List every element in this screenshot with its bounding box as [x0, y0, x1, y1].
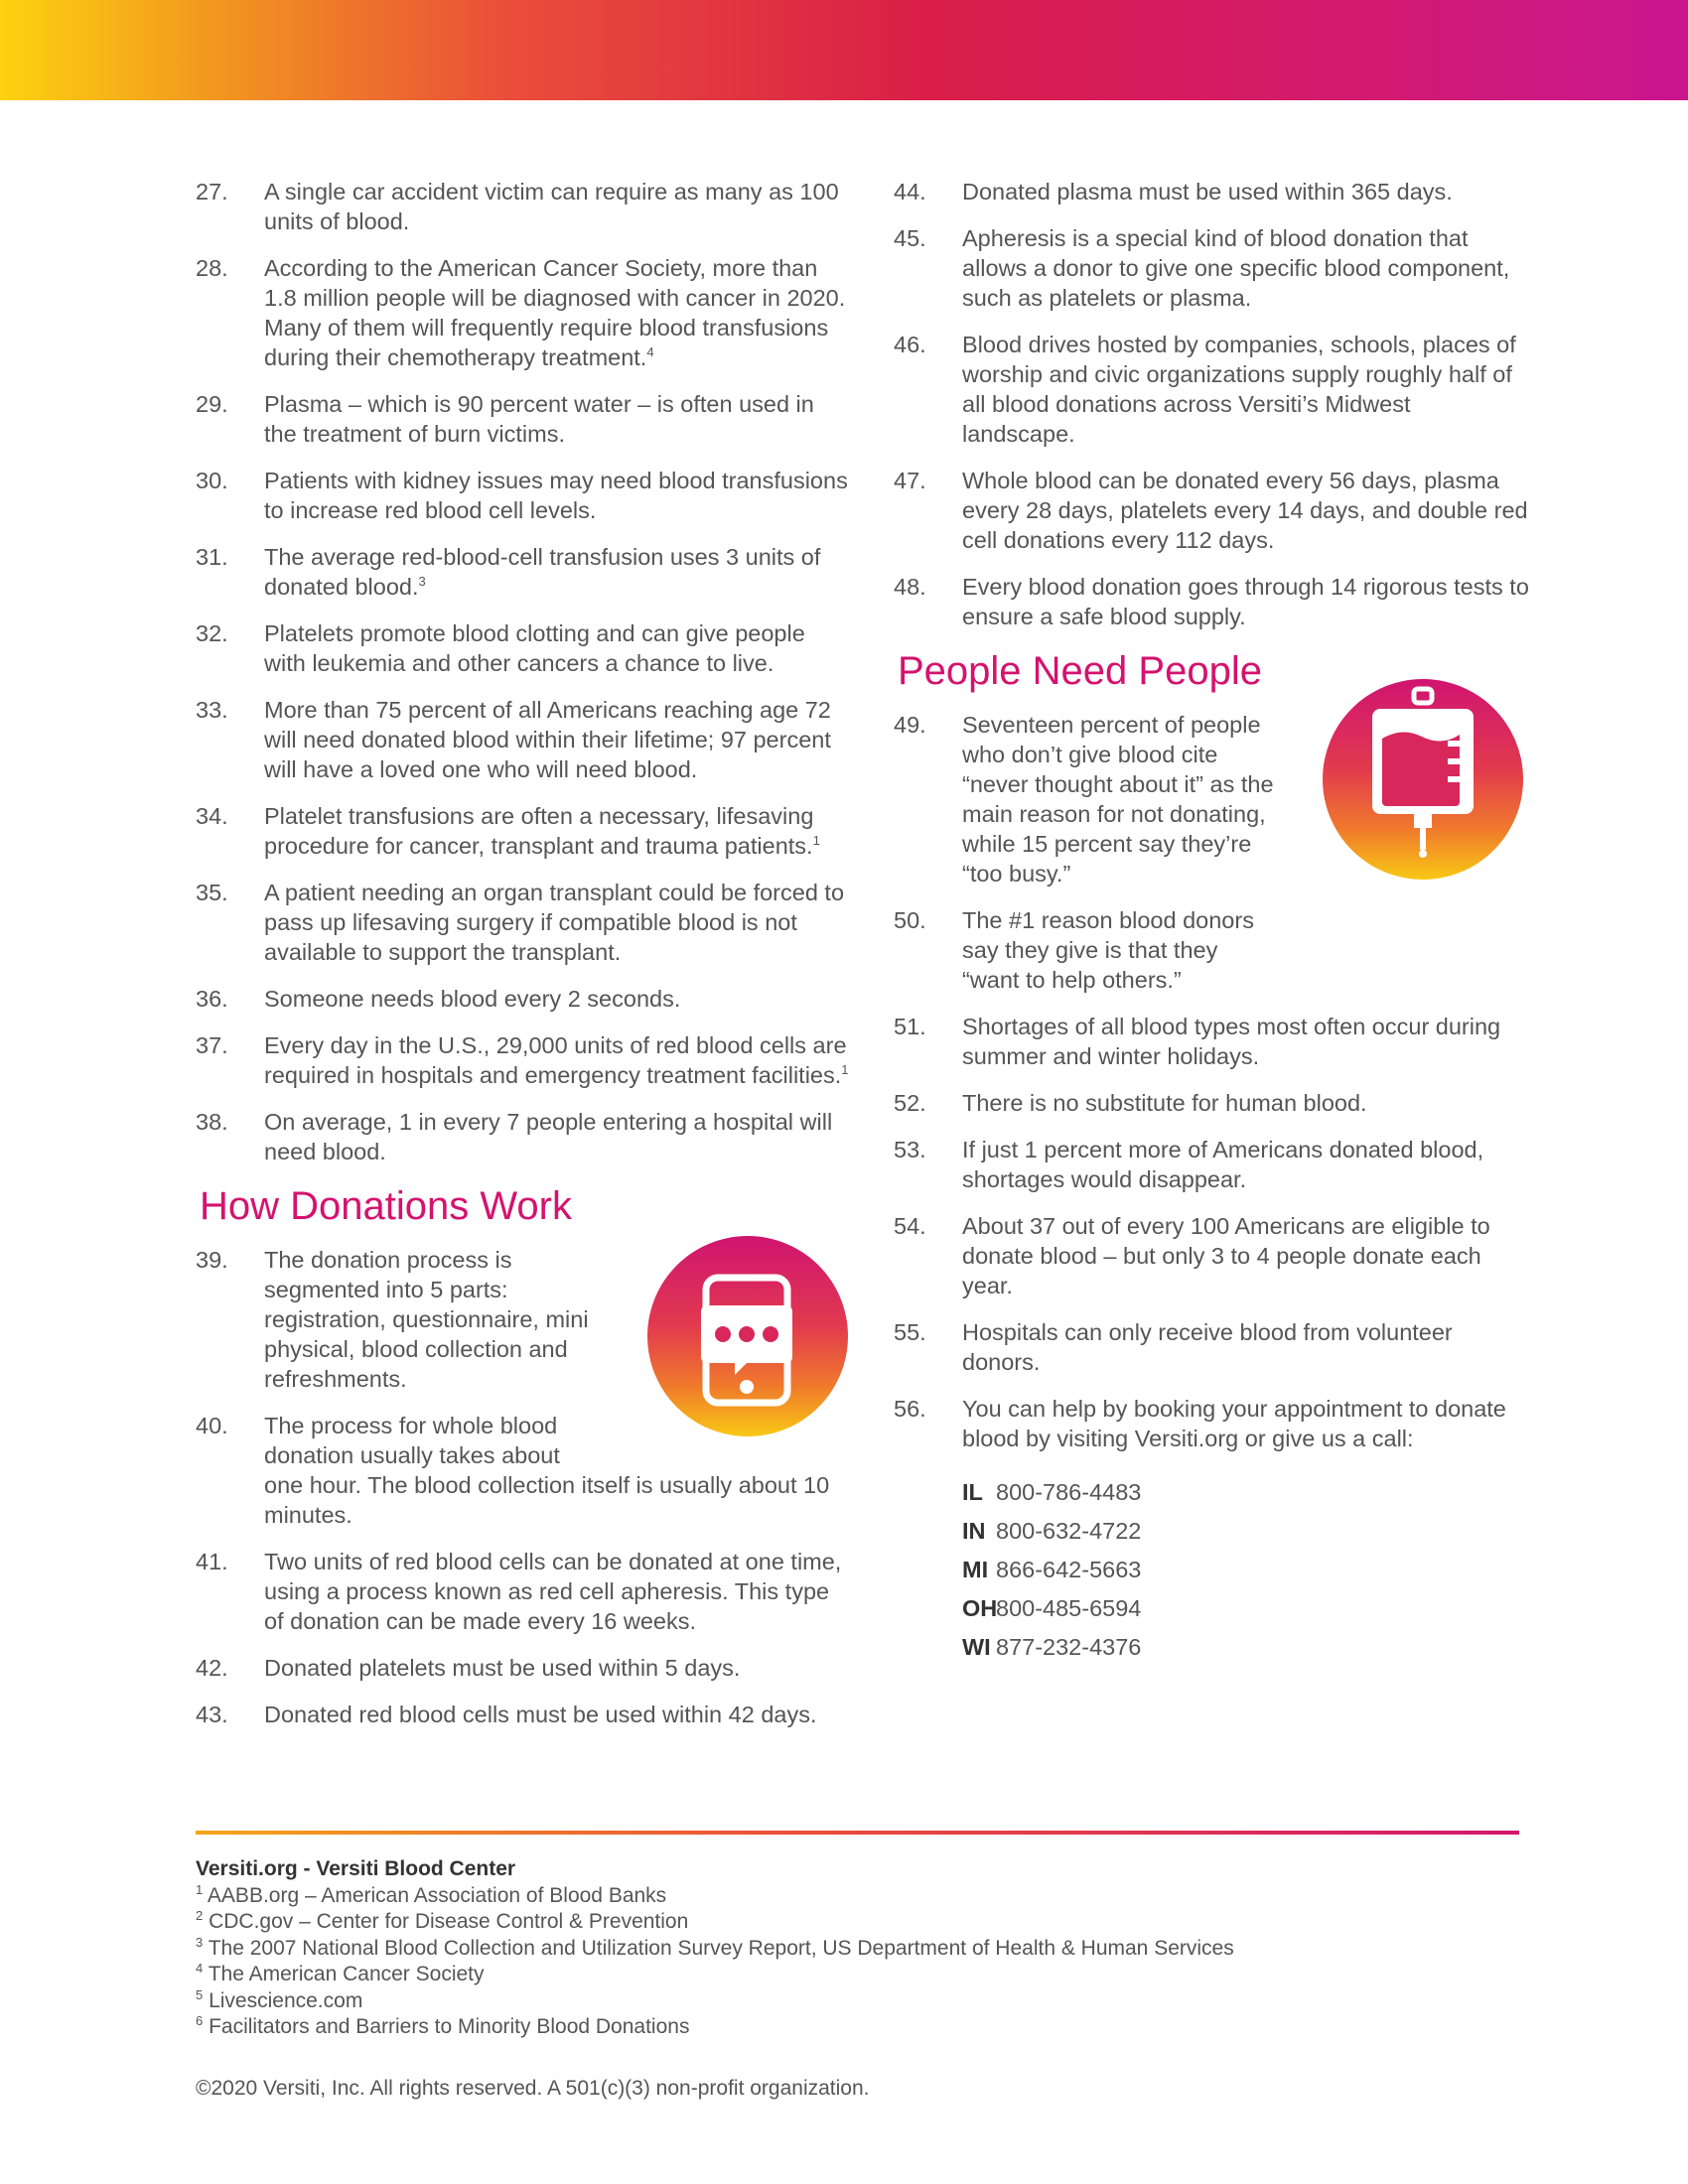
- phone-chat-icon: [647, 1236, 848, 1436]
- fact-45: 45. Apheresis is a special kind of blood donation that allows a donor to give one specific blood component, such as platelets or plasma.: [894, 225, 1510, 311]
- fact-41: 41. Two units of red blood cells can be donated at one time, using a process known as red cell apheresis. This type of donation can be made every 16 weeks.: [196, 1549, 842, 1634]
- fact-37: 37. Every day in the U.S., 29,000 units of red blood cells are required in hospitals and emergency treatment facilities.$^1$: [196, 1032, 849, 1088]
- fact-29: 29. Plasma – which is 90 percent water – is often used in the treatment of burn victims.: [196, 391, 814, 447]
- fact-35: 35. A patient needing an organ transplant could be forced to pass up lifesaving surgery if compatible blood is not available to support the transplant.: [196, 880, 845, 965]
- fact-31: 31. The average red-blood-cell transfusion uses 3 units of donated blood.$^3$: [196, 544, 821, 600]
- fact-50: 50. The #1 reason blood donors say they give is that they “want to help others.”: [894, 907, 1254, 993]
- fact-54: 54. About 37 out of every 100 Americans are eligible to donate blood – but only 3 to 4 people donate each year.: [894, 1213, 1490, 1298]
- reference-5: $^5$ Livescience.com: [196, 1986, 363, 2012]
- fact-32: 32. Platelets promote blood clotting and can give people with leukemia and other cancers a chance to live.: [196, 620, 805, 676]
- fact-42: 42. Donated platelets must be used within 5 days.: [196, 1655, 741, 1681]
- footer-divider: [196, 1831, 1519, 1835]
- phone-row-wi: WI 877-232-4376: [962, 1634, 1142, 1660]
- blood-bag-icon: [1323, 679, 1523, 880]
- fact-43: 43. Donated red blood cells must be used within 42 days.: [196, 1702, 817, 1727]
- footnote-ref: 3: [418, 574, 426, 590]
- fact-47: 47. Whole blood can be donated every 56 days, plasma every 28 days, platelets every 14 days, and double red cell donations every 112 days.: [894, 468, 1528, 553]
- fact-30: 30. Patients with kidney issues may need blood transfusions to increase red blood cell levels.: [196, 468, 848, 523]
- people-need-people-heading: People Need People: [898, 649, 1262, 693]
- right-column: [894, 177, 1529, 1667]
- fact-36: 36. Someone needs blood every 2 seconds.: [196, 986, 681, 1012]
- footer-brand: Versiti.org - Versiti Blood Center: [196, 1857, 516, 1880]
- reference-3: $^3$ The 2007 National Blood Collection and Utilization Survey Report, US Department of Health & Human Services: [196, 1934, 1234, 1960]
- fact-27: 27. A single car accident victim can require as many as 100 units of blood.: [196, 179, 839, 234]
- footnote-ref: 1: [841, 1062, 849, 1078]
- phone-row-in: IN 800-632-4722: [962, 1518, 1142, 1544]
- fact-55: 55. Hospitals can only receive blood from volunteer donors.: [894, 1319, 1453, 1375]
- phone-row-il: IL 800-786-4483: [962, 1479, 1142, 1505]
- fact-39: 39. The donation process is segmented into 5 parts: registration, questionnaire, mini physical, blood collection and refreshments.: [196, 1247, 589, 1392]
- fact-51: 51. Shortages of all blood types most often occur during summer and winter holidays.: [894, 1014, 1501, 1069]
- footer-references: [196, 1856, 1234, 2041]
- footnote-ref: 1: [812, 833, 820, 849]
- how-donations-work-heading: How Donations Work: [200, 1184, 572, 1228]
- fact-44: 44. Donated plasma must be used within 365 days.: [894, 179, 1453, 205]
- fact-48: 48. Every blood donation goes through 14 rigorous tests to ensure a safe blood supply.: [894, 574, 1529, 629]
- reference-4: $^4$ The American Cancer Society: [196, 1961, 485, 1985]
- fact-53: 53. If just 1 percent more of Americans donated blood, shortages would disappear.: [894, 1137, 1484, 1192]
- phone-row-mi: MI 866-642-5663: [962, 1557, 1142, 1582]
- fact-38: 38. On average, 1 in every 7 people entering a hospital will need blood.: [196, 1109, 833, 1164]
- fact-34: 34. Platelet transfusions are often a necessary, lifesaving procedure for cancer, transplant and trauma patients.$^1$: [196, 803, 820, 859]
- fact-28: 28. According to the American Cancer Society, more than 1.8 million people will be diagnosed with cancer in 2020. Many of them will frequently require blood transfusions during their chemotherapy treatment.$^4$: [196, 255, 846, 370]
- blood-bag-icon-svg: [1323, 679, 1523, 880]
- fact-56: 56. You can help by booking your appointment to donate blood by visiting Versiti.org or give us a call:: [894, 1396, 1506, 1451]
- fact-52: 52. There is no substitute for human blood.: [894, 1090, 1367, 1116]
- phone-row-oh: OH 800-485-6594: [962, 1595, 1142, 1621]
- fact-46: 46. Blood drives hosted by companies, schools, places of worship and civic organizations supply roughly half of all blood donations across Versiti’s Midwest landscape.: [894, 332, 1516, 447]
- reference-6: $^6$ Facilitators and Barriers to Minority Blood Donations: [196, 2013, 690, 2038]
- fact-49: 49. Seventeen percent of people who don’t give blood cite “never thought about it” as the main reason for not donating, while 15 percent say they’re “too busy.”: [894, 712, 1274, 887]
- copyright: ©2020 Versiti, Inc. All rights reserved. A 501(c)(3) non-profit organization.: [196, 2077, 870, 2100]
- fact-33: 33. More than 75 percent of all Americans reaching age 72 will need donated blood within their lifetime; 97 percent will have a loved one who will need blood.: [196, 697, 831, 782]
- header-gradient-bar: [0, 0, 1688, 100]
- left-column: [196, 177, 851, 1746]
- phone-chat-icon-svg: [647, 1236, 848, 1436]
- fact-40: 40. The process for whole blood donation usually takes about one hour. The blood collection itself is usually about 10 minutes.: [196, 1413, 830, 1528]
- phone-list: [962, 1473, 1529, 1667]
- footnote-ref: 4: [646, 344, 654, 360]
- reference-2: $^2$ CDC.gov – Center for Disease Control & Prevention: [196, 1908, 689, 1933]
- reference-1: $^1$ AABB.org – American Association of Blood Banks: [196, 1881, 667, 1907]
